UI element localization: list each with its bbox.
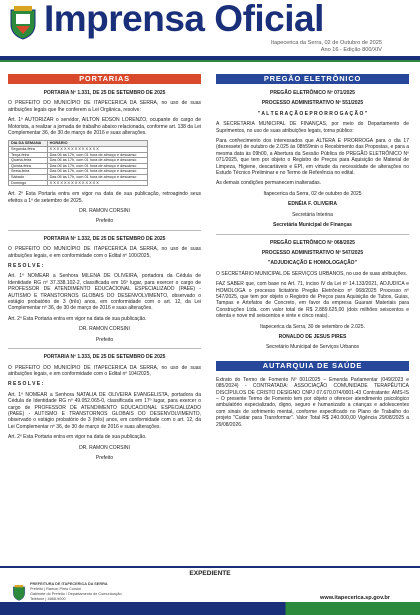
table-cell: Quinta-feira [9,163,48,169]
header-stripe-green [0,60,420,62]
pregao-068 [216,240,409,351]
portaria-article-2: Art. 2º Esta Portaria entra em vigor na data de sua publicação. [8,315,147,322]
table-cell: X X X X X X X X X X X X X X [47,147,147,153]
pregao-date: Itapecerica da Serra, 30 de setembro de 2.025. [260,323,365,330]
expediente-title: EXPEDIENTE [189,570,231,577]
table-row [9,180,148,186]
portaria-intro: O PREFEITO DO MUNICÍPIO DE ITAPECERICA DA SERRA, no uso de suas atribuições legais, e em conformidade com o Edital nº 104/2025, [8,364,201,377]
table-header-cell: HORÁRIO [47,141,147,147]
section-banner-portarias: PORTARIAS [8,74,201,84]
municipal-crest-icon [8,4,38,40]
table-cell: Das 06 às 17h, com 01 hora de almoço e descanso [47,152,147,158]
resolve-heading: R E S O L V E : [8,381,44,388]
signer-name: EDNÉIA F. OLIVEIRA [288,201,337,208]
pregao-subtitle: "ADJUDICAÇÃO E HOMOLOGAÇÃO" [268,260,357,267]
signer-name: DR. RAMON CORSINI [79,326,130,333]
table-row [9,163,148,169]
schedule-table [8,140,148,186]
table-cell: X X X X X X X X X X X X X X [47,180,147,186]
pregao-note: As demais condições permanecem inalteradas. [216,180,322,187]
pregao-intro: A SECRETARIA MUNICIPAL DE FINANÇAS, por meio do Departamento de Suprimentos, no uso de suas atribuições legais, torna público: [216,121,409,134]
portaria-article-1: Art. 1º NOMEAR a Senhora MILENA DE OLIVEIRA, portadora da Cédula de Identidade RG nº 37.338.102-2, classificada em 16º lugar, para exercer o cargo de PROFESSOR DE ATENDIMENTO EDUCACIONAL ESPECIALIZADO (PAEE) - AUTISMO E TRANSTORNOS GLOBAIS DO DESENVOLVIMENTO, observado o estágio probatório de 3 (três) anos, em conformidade com o art. 12, da Lei Complementar nº 36, de 30 de março de 2016 e suas alterações. [8,273,201,312]
expediente-line: Gabinete do Prefeito / Departamento de Comunicação [30,592,122,596]
signer-role: Prefeito [95,454,114,461]
portaria-title: PORTARIA Nº 1.331, DE 25 DE SETEMBRO DE 2025 [43,90,166,96]
table-cell: Das 06 às 17h, com 01 hora de almoço e descanso [47,175,147,181]
pregao-body: Para conhecimento dos interessados que ALTERA E PRORROGA para o dia 17 (dezessete) de outubro de 2.025 às 08h59min o Recebimento das Propostas, e para a mesma data às 09h00, a Abertura da Sessão Pública do PREGÃO ELETRÔNICO Nº 071/2025, que tem por objeto o Registro de Preços para Aquisição de Material de Limpeza, Higiene, descartáveis e EPI, em virtude da necessidade de alterações no Estudo Técnico Preliminar e no Termo de Referência no edital. [216,138,409,177]
portaria-article-2: Art. 2º Esta Portaria entra em vigor na data de sua publicação, retroagindo seus efeitos a 1º de setembro de 2025. [8,191,201,204]
footer-rule [0,566,420,568]
process-number: PROCESSO ADMINISTRATIVO Nº 551/2025 [261,100,364,107]
right-column [216,74,409,432]
footer-stripe [0,602,420,615]
signer-role: Prefeito [95,336,114,343]
pregao-title: PREGÃO ELETRÔNICO Nº 068/2025 [270,239,355,246]
section-banner-autarquia: AUTARQUIA DE SAÚDE [216,361,409,371]
table-row [9,169,148,175]
edition-date: Itapecerica da Serra, 02 de Outubro de 2025 [270,40,382,46]
signer-role: Prefeito [95,218,114,225]
autarquia-extract: Extrato do Termo de Fomento Nº 001/2025 – Emenda Parlamentar (049/2023 e 085/2024) - CONTRATADA: ASSOCIAÇÃO COMUNIDADE TERAPÊUTICA DISCÍPULOS DE CRISTO DESIGNO CNPJ 07.670.074/0001-43 Contratante: AMS-IS – O presente Termo de Fomento tem por objeto o oferecer atendimento psicológico ambulatório especializado, digno, seguro e humanizado a crianças e adolescentes com sinais de sofrimento mental, conforme especificado no Plano de Trabalho do projeto "Cuidar para Transformar". Valor Total R$ 240.000,00 Vigência 29/08/2025 a 29/08/2026. [216,376,409,428]
left-column [8,74,201,465]
portaria-1331 [8,90,201,225]
signer-org: Secretária Municipal de Finanças [273,222,352,229]
masthead-header [0,0,420,62]
expediente-line: Prefeito | Ramon Pires Corsini [30,587,81,591]
pregao-date: Itapecerica da Serra, 02 de outubro de 2025 [263,190,362,197]
table-cell: Quarta-feira [9,158,48,164]
divider [8,230,201,231]
masthead-title: Imprensa Oficial [44,0,324,39]
pregao-subtitle: " A L T E R A Ç Ã O E P R O R R O G A Ç Ã O " [257,110,368,117]
expediente-line: PREFEITURA DE ITAPECERICA DA SERRA [30,582,108,586]
signer-name: DR. RAMON CORSINI [79,208,130,214]
municipal-crest-icon [12,584,26,601]
portaria-1332 [8,236,201,343]
portaria-title: PORTARIA Nº 1.332, DE 25 DE SETEMBRO DE 2025 [43,235,166,242]
table-header-cell: DIA DA SEMANA [9,141,48,147]
pregao-body: FAZ SABER que, com base no Art. 71, inciso IV da Lei nº 14.133/2021, ADJUDICA e HOMOLOGA o processo licitatório Pregão Eletrônico nº 068/2025 Processo nº 547/2025, que tem por objeto o Registro de Preços para Aquisição de Tubos, Guias, Tampas e Artefatos de Concreto, em favor da empresa Guarani Materiais para Construções Ltda. com valor total de R$ 2.889.625,00 (dois milhões seiscentos e oitenta e nove mil seiscentos e vinte e cinco reais). [216,281,409,320]
process-number: PROCESSO ADMINISTRATIVO Nº 547/2025 [261,249,364,256]
signer-role: Secretária Interina [292,211,333,218]
divider [216,234,409,235]
table-cell: Domingo [9,180,48,186]
signer-name: DR. RAMON CORSINI [79,444,130,451]
table-cell: Das 06 às 17h, com 01 hora de almoço e descanso [47,158,147,164]
portaria-article-2: Art. 2º Esta Portaria entra em vigor na data de sua publicação. [8,434,147,441]
edition-number: Ano 16 - Edição 800/XIV [320,47,382,53]
table-row [9,158,148,164]
divider [8,348,201,349]
portaria-title: PORTARIA Nº 1.333, DE 25 DE SETEMBRO DE 2025 [43,354,166,361]
portaria-article-1: Art. 1º AUTORIZAR o servidor, AILTON EDSON LORENZO, ocupante do cargo de Motorista, a realizar a jornada de trabalho abaixo relacionada, conforme art. 138 da Lei Complementar 36, de 30 de março de 2016 e suas alterações. [8,117,201,137]
table-cell: Sábado [9,175,48,181]
table-cell: Segunda-feira [9,147,48,153]
portaria-intro: O PREFEITO DO MUNICÍPIO DE ITAPECERICA DA SERRA, no uso de suas atribuições legais que lhe conferem a Lei Orgânica, resolve: [8,100,201,113]
signer-role: Secretário Municipal de Serviços Urbanos [265,344,360,351]
website-link[interactable]: www.itapecerica.sp.gov.br [320,595,390,601]
portaria-1333 [8,354,201,461]
table-cell: Terça-feira [9,152,48,158]
resolve-heading: R E S O L V E : [8,263,44,270]
table-cell: Sexta-feira [9,169,48,175]
table-cell: Das 06 às 17h, com 01 hora de almoço e descanso [47,169,147,175]
table-cell: Das 06 às 17h, com 01 hora de almoço e descanso [47,163,147,169]
expediente-line: Telefone | 4668-9000 [30,597,66,601]
pregao-title: PREGÃO ELETRÔNICO Nº 071/2025 [270,90,355,96]
portaria-intro: O PREFEITO DO MUNICÍPIO DE ITAPECERICA DA SERRA, no uso de suas atribuições legais, e em conformidade com o Edital nº 100/2025, [8,246,201,259]
edition-info [271,40,382,54]
signer-name: RONALDO DE JESUS PIRES [278,333,347,340]
pregao-intro: O SECRETÁRIO MUNICIPAL DE SERVIÇOS URBANOS, no uso de suas atribuições. [216,270,408,277]
portaria-article-1: Art. 1º NOMEAR a Senhora NATALIA DE OLIVEIRA EVANGELISTA, portadora da Cédula de Identidade RG nº 49.052.065-0, classificada em 17º lugar, para exercer o cargo de PROFESSOR DE ATENDIMENTO EDUCACIONAL ESPECIALIZADO (PAEE) - AUTISMO E TRANSTORNOS GLOBAIS DO DESENVOLVIMENTO, observado o estágio probatório de 3 (três) anos, em conformidade com o art. 12, da Lei Complementar nº 36, de 30 de março de 2016 e suas alterações. [8,391,201,430]
section-banner-pregao: PREGÃO ELETRÔNICO [216,74,409,84]
pregao-071 [216,90,409,229]
